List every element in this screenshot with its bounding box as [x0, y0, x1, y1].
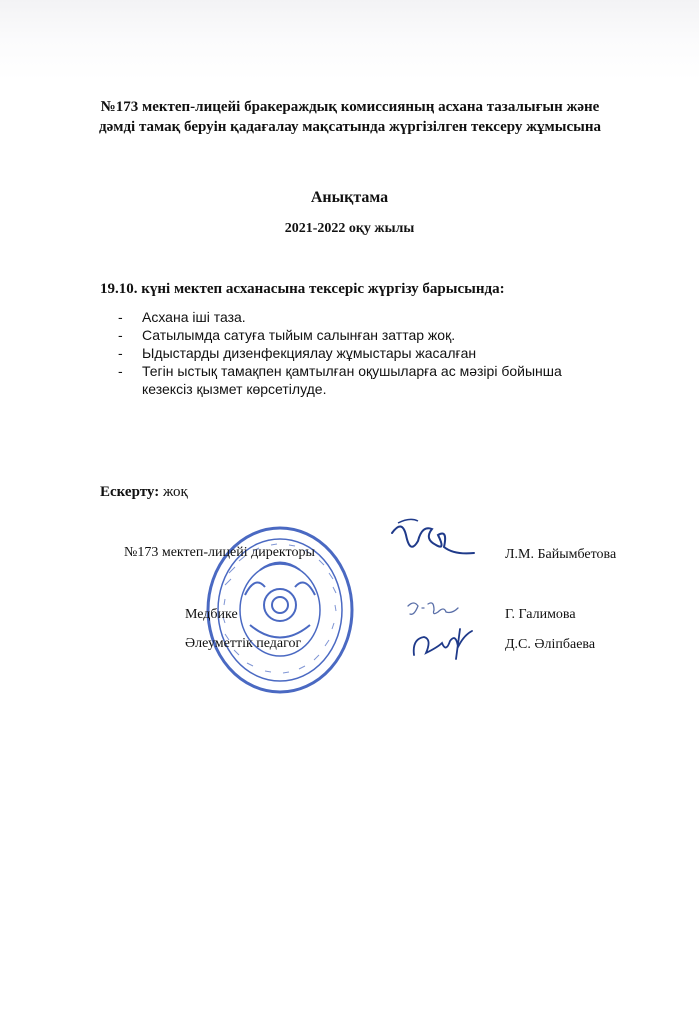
signatory-name-social-pedagogue: Д.С. Әліпбаева — [505, 637, 596, 652]
signatory-name-director: Л.М. Байымбетова — [505, 547, 617, 562]
signatory-role-social-pedagogue: Әлеуметтік педагог — [185, 636, 302, 651]
bullet-dash: - — [118, 327, 123, 343]
note — [100, 484, 188, 501]
academic-year: 2021-2022 оқу жылы — [284, 221, 415, 236]
list-item — [118, 308, 588, 326]
handwritten-signature-nurse — [404, 598, 464, 622]
bullet-dash: - — [118, 309, 123, 325]
handwritten-signature-social-pedagogue — [408, 625, 478, 665]
header-line-1: №173 мектеп-лицейі бракераждық комиссияның асхана тазалығын және — [100, 99, 600, 115]
list-item-text: Асхана іші таза. — [142, 309, 246, 325]
handwritten-signature-director — [388, 515, 478, 565]
document-title: Анықтама — [310, 189, 389, 206]
section-title: 19.10. күні мектеп асханасына тексеріс жүргізу барысында: — [100, 281, 505, 297]
bullet-dash: - — [118, 345, 123, 361]
findings-list — [118, 308, 588, 398]
signatory-name-nurse: Г. Галимова — [505, 607, 576, 622]
document-header — [30, 97, 670, 137]
signatory-role-director: №173 мектеп-лицейі директоры — [124, 545, 315, 560]
note-label: Ескерту: — [100, 484, 160, 500]
header-line-2: дәмді тамақ беруін қадағалау мақсатында жүргізілген тексеру жұмысына — [98, 119, 602, 135]
list-item — [118, 344, 588, 362]
list-item-text: Сатылымда сатуға тыйым салынған заттар жоқ. — [142, 327, 456, 343]
list-item — [118, 362, 588, 398]
list-item — [118, 326, 588, 344]
list-item-text: Ыдыстарды дизенфекциялау жұмыстары жасалған — [142, 345, 477, 361]
bullet-dash: - — [118, 363, 123, 379]
list-item-text: Тегін ыстық тамақпен қамтылған оқушыларға ас мәзірі бойынша кезексіз қызмет көрсетілуде. — [142, 363, 562, 397]
signatory-role-nurse: Медбике — [185, 607, 238, 622]
note-value: жоқ — [159, 484, 188, 500]
